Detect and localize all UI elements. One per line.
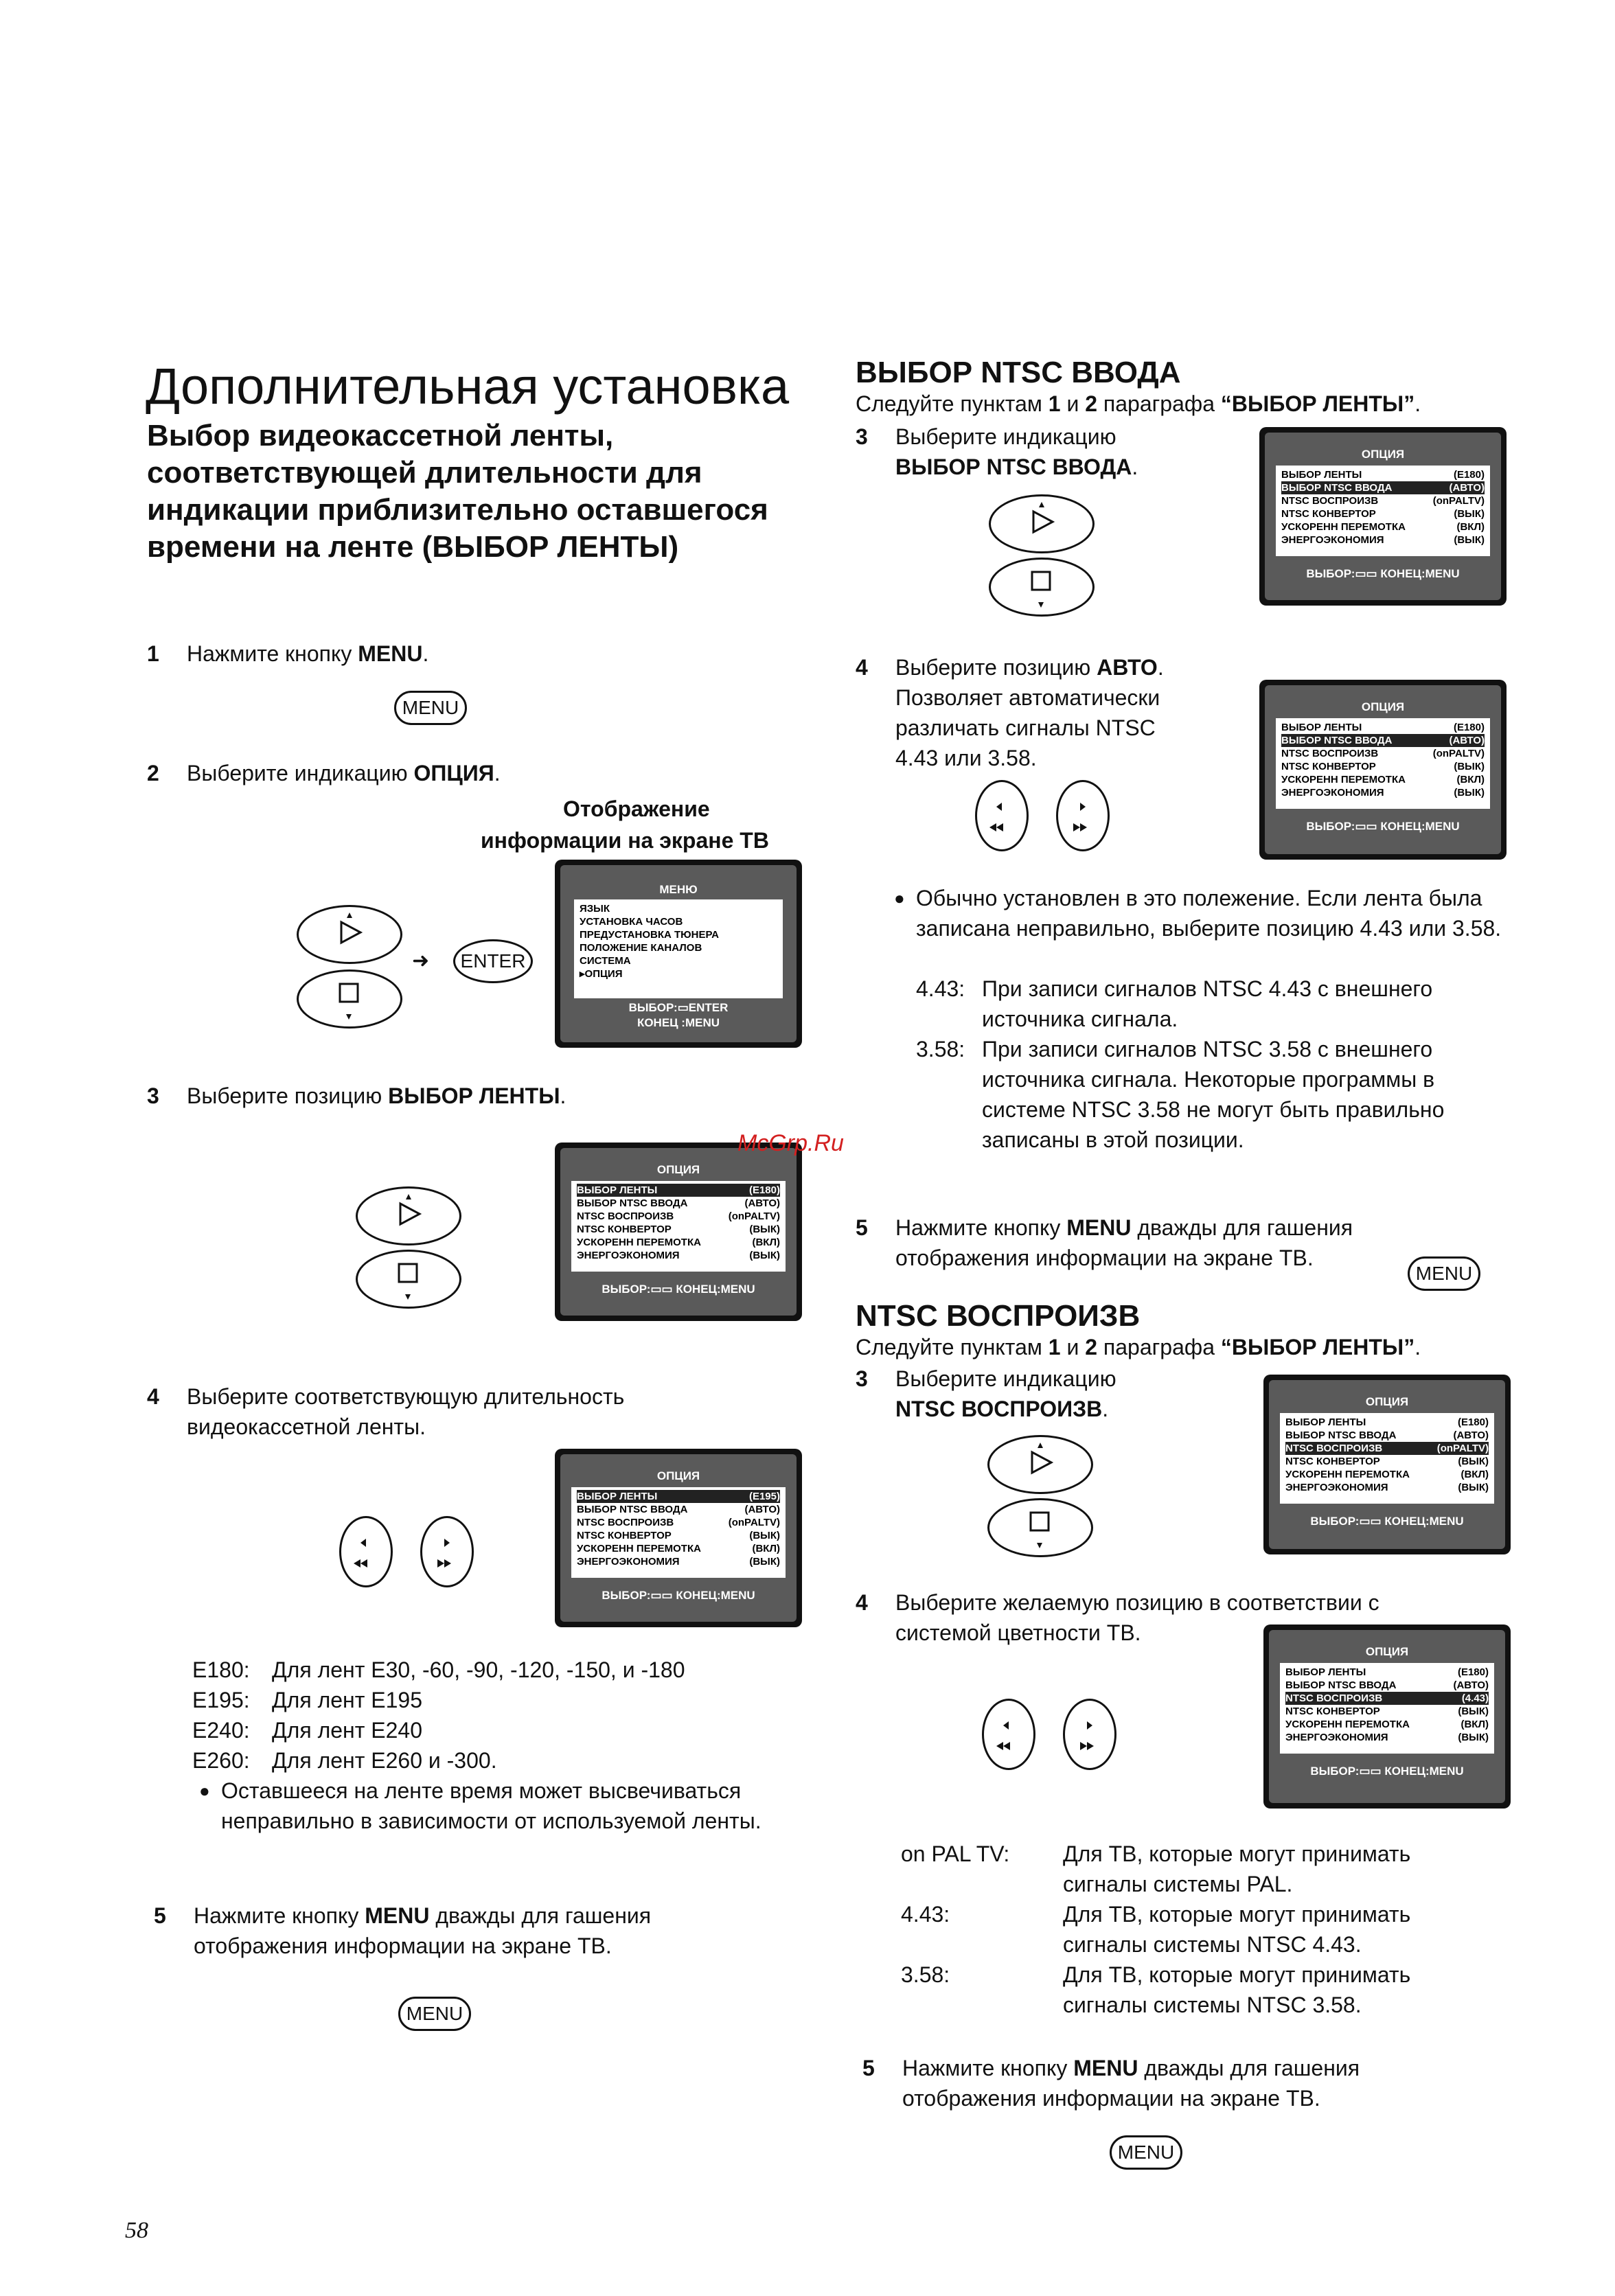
forward-icon [422,1518,472,1585]
tv-option-row [577,1210,780,1223]
tv-menu-item: ПОЛОЖЕНИЕ КАНАЛОВ [580,942,702,954]
down-arrow-icon [989,1500,1091,1555]
tv-option-label: ВЫБОР ЛЕНТЫ [1285,1416,1366,1428]
tv-footer: ВЫБОР:▭ENTER [628,1001,729,1014]
tv-option-row [577,1197,780,1210]
tv-option-label: ВЫБОР ЛЕНТЫ [577,1491,658,1502]
tv-option-label: ЭНЕРГОЭКОНОМИЯ [577,1250,680,1261]
tv-option-value: (ВЫК) [1454,508,1485,520]
tv-option-label: ВЫБОР ЛЕНТЫ [1281,469,1362,481]
tv-option-label: УСКОРЕНН ПЕРЕМОТКА [1281,521,1406,533]
up-button[interactable] [356,1186,461,1245]
tv-option-value: (АВТО) [1453,1679,1489,1691]
tv-option-row [1281,468,1485,481]
tv-option-value: (onPALTV) [728,1210,780,1222]
forward-button[interactable] [1063,1699,1116,1770]
tv-screen-option [1263,1625,1511,1809]
tv-option-value: (ВЫК) [1454,761,1485,772]
note-443-val: При записи сигналов NTSC 4.43 с внешнего источника сигнала. [982,976,1433,1031]
tv-option-label: NTSC ВОСПРОИЗВ [1281,748,1379,759]
tv-option-label: ЭНЕРГОЭКОНОМИЯ [1285,1732,1388,1743]
tv-footer: ВЫБОР:▭▭ КОНЕЦ:MENU [1310,1765,1464,1778]
tv-option-row [1285,1442,1489,1455]
tv-option-value: (АВТО) [744,1504,780,1515]
tv-option-label: УСКОРЕНН ПЕРЕМОТКА [1281,774,1406,785]
note-358-val: При записи сигналов NTSC 3.58 с внешнего источника сигнала. Некоторые программы в системе NTSC 3.58 не могут быть правильно записаны в этой позиции. [982,1037,1445,1152]
tv-option-label: NTSC КОНВЕРТОР [577,1530,672,1541]
menu-button[interactable]: MENU [394,691,467,725]
step-1: 1 Нажмите кнопку MENU. [147,641,429,666]
tv-option-value: (E180) [1457,1416,1489,1428]
tv-option-row [1281,721,1485,734]
tv-option-row [1285,1705,1489,1718]
tv-option-row [577,1184,780,1197]
tv-title: ОПЦИЯ [1361,448,1405,461]
tv-option-label: ЭНЕРГОЭКОНОМИЯ [577,1556,680,1568]
up-arrow-icon [299,907,400,962]
forward-button[interactable] [1056,780,1110,851]
tv-option-row [577,1490,780,1503]
display-label-1: Отображение [563,796,710,821]
ntsc-play-step-3: 3 Выберите индикацию NTSC ВОСПРОИЗВ. [856,1366,1116,1421]
tv-screen-menu [555,860,802,1048]
tv-option-label: ЭНЕРГОЭКОНОМИЯ [1285,1482,1388,1493]
tv-option-value: (E180) [1453,722,1485,733]
up-button[interactable] [989,494,1095,553]
bullet-icon: ● [199,1780,210,1801]
display-label-2: информации на экране ТВ [481,828,769,853]
up-arrow-icon [989,1437,1091,1492]
tv-option-row [1285,1468,1489,1481]
tv-screen-option [1263,1375,1511,1554]
tv-option-row [577,1223,780,1236]
tv-footer: ВЫБОР:▭▭ КОНЕЦ:MENU [602,1283,755,1296]
tv-option-value: (E180) [1453,469,1485,481]
enter-button[interactable]: ENTER [453,939,533,983]
tv-option-value: (ВЫК) [749,1224,780,1235]
tv-option-row [1285,1455,1489,1468]
tv-option-value: (ВЫК) [749,1250,780,1261]
tv-option-row [1281,734,1485,747]
page-title: Дополнительная установка [146,358,790,415]
step-5: 5 Нажмите кнопку MENU дважды для гашения отображения информации на экране ТВ. [154,1903,652,1958]
tv-option-value: (ВЫК) [1458,1706,1489,1717]
tv-option-label: ВЫБОР NTSC ВВОДА [1281,482,1393,494]
tv-option-row [1281,481,1485,494]
tv-footer: ВЫБОР:▭▭ КОНЕЦ:MENU [602,1589,755,1602]
tv-option-label: УСКОРЕНН ПЕРЕМОТКА [577,1543,701,1554]
up-arrow-icon [991,496,1092,551]
ntsc-in-step-3: 3 Выберите индикацию ВЫБОР NTSC ВВОДА. [856,424,1138,479]
tv-option-row [577,1503,780,1516]
bullet-note: Оставшееся на ленте время может высвечиваться неправильно в зависимости от используемой ленты. [221,1778,761,1833]
tv-option-label: УСКОРЕНН ПЕРЕМОТКА [1285,1719,1410,1730]
follow-note-2: Следуйте пунктам 1 и 2 параграфа “ВЫБОР ЛЕНТЫ”. [856,1335,1421,1359]
tv-option-label: NTSC ВОСПРОИЗВ [1285,1443,1383,1454]
tv-option-value: (E195) [748,1491,780,1502]
tv-menu-item: СИСТЕМА [580,955,631,967]
tv-option-row [1285,1666,1489,1679]
tv-option-value: (onPALTV) [1436,1443,1489,1454]
tv-option-value: (ВЫК) [749,1556,780,1568]
step-3: 3 Выберите позицию ВЫБОР ЛЕНТЫ. [147,1083,566,1108]
tv-option-row [1281,494,1485,507]
tv-option-label: ВЫБОР ЛЕНТЫ [1285,1666,1366,1678]
down-button[interactable] [989,558,1095,617]
tv-menu-item: ▸ОПЦИЯ [580,968,623,980]
menu-button[interactable]: MENU [398,1997,471,2031]
up-button[interactable] [297,905,402,964]
tv-option-label: ВЫБОР NTSC ВВОДА [577,1197,688,1209]
rewind-icon [341,1518,391,1585]
tv-option-label: ВЫБОР NTSC ВВОДА [1285,1679,1397,1691]
rewind-icon [977,782,1027,849]
tv-option-label: NTSC КОНВЕРТОР [577,1224,672,1235]
down-button[interactable] [297,969,402,1029]
up-button[interactable] [987,1435,1093,1494]
tv-option-row [1281,507,1485,520]
tv-option-label: NTSC КОНВЕРТОР [1281,761,1376,772]
tv-option-value: (ВЫК) [1454,534,1485,546]
tv-title: ОПЦИЯ [1365,1645,1409,1658]
tv-option-row [1281,786,1485,799]
tv-option-row [577,1529,780,1542]
tv-option-row [577,1555,780,1568]
tv-option-label: ЭНЕРГОЭКОНОМИЯ [1281,534,1384,546]
tv-option-row [1285,1718,1489,1731]
tv-title: ОПЦИЯ [656,1163,700,1176]
tv-option-value: (4.43) [1461,1692,1489,1704]
tv-option-row [1285,1731,1489,1744]
tv-option-value: (ВКЛ) [1461,1719,1489,1730]
menu-button[interactable]: MENU [1408,1256,1480,1291]
tv-screen-option [1259,680,1507,860]
down-button[interactable] [356,1250,461,1309]
tv-option-value: (АВТО) [1449,735,1485,746]
tv-option-label: NTSC ВОСПРОИЗВ [1281,495,1379,507]
tv-option-value: (ВКЛ) [1456,774,1485,785]
tv-option-value: (АВТО) [1449,482,1485,494]
tv-option-value: (ВКЛ) [1456,521,1485,533]
rewind-button[interactable] [339,1516,393,1587]
ntsc-play-step-5: 5 Нажмите кнопку MENU дважды для гашения отображения информации на экране ТВ. [862,2056,1360,2111]
tv-title: ОПЦИЯ [1365,1395,1409,1408]
note-443-key: 4.43: [916,976,965,1001]
tv-option-label: ВЫБОР NTSC ВВОДА [1285,1430,1397,1441]
down-button[interactable] [987,1498,1093,1557]
ntsc-in-step-5: 5 Нажмите кнопку MENU дважды для гашения отображения информации на экране ТВ. [856,1215,1353,1270]
tv-option-value: (ВЫК) [1454,787,1485,799]
tv-option-label: NTSC КОНВЕРТОР [1285,1706,1380,1717]
tv-option-label: ВЫБОР NTSC ВВОДА [577,1504,688,1515]
down-arrow-icon [991,560,1092,615]
tv-footer: ВЫБОР:▭▭ КОНЕЦ:MENU [1310,1515,1464,1528]
tv-option-value: (АВТО) [1453,1430,1489,1441]
bullet-icon: ● [894,888,905,908]
tv-footer: ВЫБОР:▭▭ КОНЕЦ:MENU [1306,567,1460,580]
tv-option-label: ЭНЕРГОЭКОНОМИЯ [1281,787,1384,799]
tv-option-value: (ВКЛ) [752,1543,780,1554]
note-358-key: 3.58: [916,1037,965,1061]
tv-option-row [577,1542,780,1555]
tv-option-row [1281,773,1485,786]
tv-option-row [577,1516,780,1529]
tv-option-label: NTSC КОНВЕРТОР [1285,1456,1380,1467]
watermark: McGrp.Ru [737,1130,844,1156]
tv-option-row [1285,1416,1489,1429]
tv-title: МЕНЮ [659,883,698,896]
tv-system-defs: on PAL TV: Для ТВ, которые могут принимать сигналы системы PAL. 4.43: Для ТВ, которые могут принимать сигналы системы NTSC 4.43. 3.58: Для ТВ, которые могут принимать сигналы системы NTSC 3.58. [901,1841,1411,2017]
tv-option-label: NTSC КОНВЕРТОР [1281,508,1376,520]
tape-list: E180: Для лент E30, -60, -90, -120, -150, и -180 E195: Для лент E195 E240: Для лент E240 E260: Для лент E260 и -300. [192,1657,685,1773]
tv-option-value: (ВЫК) [1458,1456,1489,1467]
tv-option-row [577,1236,780,1249]
tv-option-value: (E180) [1457,1666,1489,1678]
step-4: 4 Выберите соответствующую длительность видеокассетной ленты. [147,1384,625,1439]
tv-footer: ВЫБОР:▭▭ КОНЕЦ:MENU [1306,820,1460,833]
tv-option-row [1285,1679,1489,1692]
rewind-button[interactable] [982,1699,1035,1770]
down-arrow-icon [299,972,400,1026]
tv-option-row [1281,520,1485,533]
tv-option-label: NTSC ВОСПРОИЗВ [1285,1692,1383,1704]
tv-option-label: УСКОРЕНН ПЕРЕМОТКА [1285,1469,1410,1480]
heading-ntsc-input: ВЫБОР NTSC ВВОДА [856,356,1181,389]
ntsc-in-note: Обычно установлен в это полежение. Если лента была записана неправильно, выберите позицию 4.43 или 3.58. [916,886,1502,941]
page-number: 58 [125,2218,148,2243]
down-arrow-icon [358,1252,459,1307]
forward-icon [1058,782,1108,849]
tv-screen-option [1259,427,1507,606]
arrow-right-icon: ➜ [412,950,430,972]
tv-option-row [1281,760,1485,773]
forward-button[interactable] [420,1516,474,1587]
tv-option-value: (E180) [748,1184,780,1196]
tv-option-value: (ВКЛ) [1461,1469,1489,1480]
tv-option-value: (onPALTV) [1432,748,1485,759]
tv-option-row [577,1249,780,1262]
tv-menu-item: ПРЕДУСТАНОВКА ТЮНЕРА [580,929,719,941]
tv-title: ОПЦИЯ [1361,700,1405,713]
heading-ntsc-playback: NTSC ВОСПРОИЗВ [856,1299,1141,1333]
tv-option-label: NTSC ВОСПРОИЗВ [577,1210,674,1222]
tv-menu-item: ЯЗЫК [580,903,610,915]
tv-option-value: (ВЫК) [1458,1732,1489,1743]
tv-option-label: ВЫБОР ЛЕНТЫ [1281,722,1362,733]
tv-option-value: (onPALTV) [1432,495,1485,507]
tv-option-value: (АВТО) [744,1197,780,1209]
ntsc-play-step-4: 4 Выберите желаемую позицию в соответствии с системой цветности ТВ. [856,1590,1379,1645]
tv-option-row [1285,1692,1489,1705]
tv-option-value: (ВЫК) [749,1530,780,1541]
ntsc-in-step-4: 4 Выберите позицию АВТО. Позволяет автоматически различать сигналы NTSC 4.43 или 3.58. [856,655,1164,770]
tv-option-row [1285,1481,1489,1494]
follow-note-1: Следуйте пунктам 1 и 2 параграфа “ВЫБОР ЛЕНТЫ”. [856,391,1421,416]
tv-option-value: (ВЫК) [1458,1482,1489,1493]
forward-icon [1065,1701,1114,1768]
tv-option-row [1285,1429,1489,1442]
up-arrow-icon [358,1189,459,1243]
tv-option-row [1281,533,1485,547]
tv-screen-option [555,1143,802,1321]
tv-option-row [1281,747,1485,760]
section-subtitle: Выбор видеокассетной ленты, соответствующей длительности для индикации приблизительно оставшегося времени на ленте (ВЫБОР ЛЕНТЫ) [147,419,768,564]
tv-option-value: (ВКЛ) [752,1237,780,1248]
tv-menu-item: УСТАНОВКА ЧАСОВ [580,916,683,928]
rewind-icon [984,1701,1033,1768]
rewind-button[interactable] [975,780,1029,851]
tv-footer: КОНЕЦ :MENU [637,1016,720,1029]
tv-option-value: (onPALTV) [728,1517,780,1528]
tv-option-label: УСКОРЕНН ПЕРЕМОТКА [577,1237,701,1248]
tv-option-label: ВЫБОР NTSC ВВОДА [1281,735,1393,746]
tv-option-label: ВЫБОР ЛЕНТЫ [577,1184,658,1196]
tv-screen-option [555,1449,802,1627]
menu-button[interactable]: MENU [1110,2135,1182,2170]
tv-option-label: NTSC ВОСПРОИЗВ [577,1517,674,1528]
step-2: 2 Выберите индикацию ОПЦИЯ. [147,761,501,785]
tv-title: ОПЦИЯ [656,1469,700,1482]
